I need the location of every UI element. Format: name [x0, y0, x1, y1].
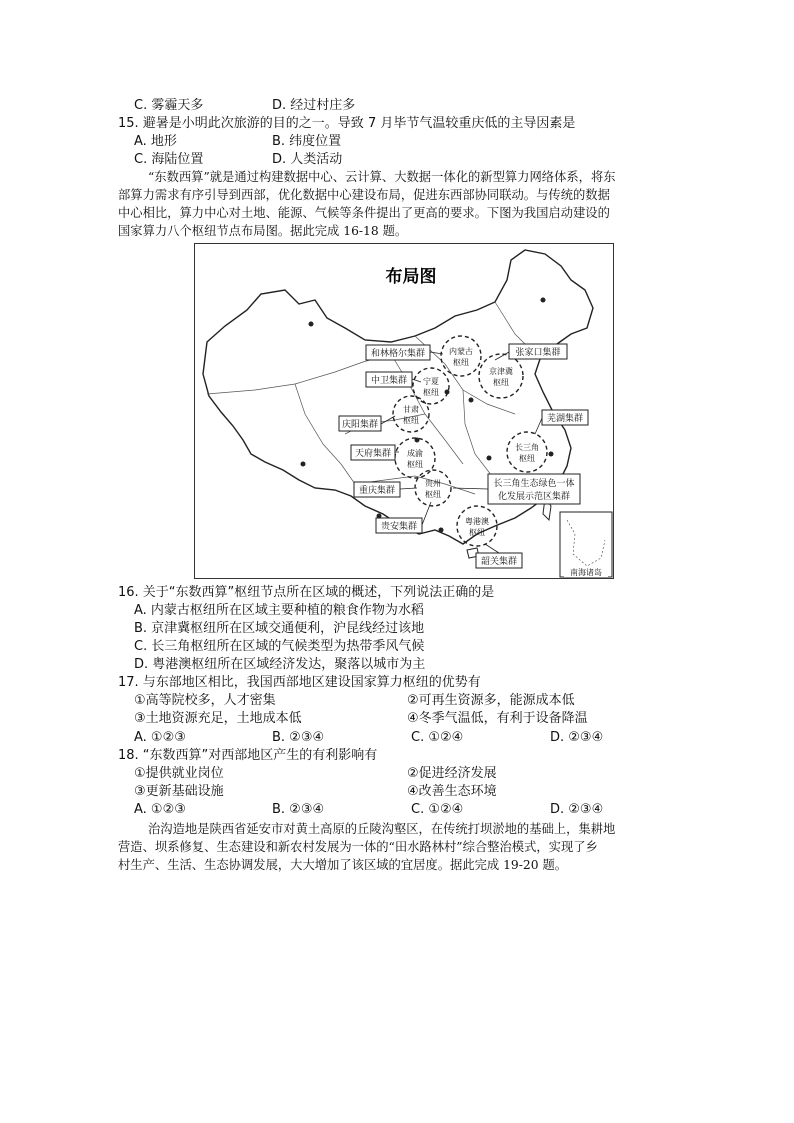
q16-option-d: D. 粤港澳枢纽所在区域经济发达，聚落以城市为主	[134, 657, 426, 672]
passage1-line: 中心相比，算力中心对土地、能源、气候等条件提出了更高的要求。下图为我国启动建设的	[118, 206, 610, 220]
q16-stem: 16. 关于“东数西算”枢纽节点所在区域的概述，下列说法正确的是	[118, 585, 495, 600]
passage2-line: 营造、坝系修复、生态建设和新农村发展为一体的“田水路林村”综合整治模式，实现了乡	[118, 840, 598, 854]
q17-option-d: D. ②③④	[550, 730, 604, 745]
cluster-label: 中卫集群	[370, 376, 408, 386]
inset-label: 南海诸岛	[570, 568, 602, 577]
q15-option-c: C. 海陆位置	[134, 152, 204, 167]
hub-label: 甘肃	[403, 405, 419, 414]
q17-option-a: A. ①②③	[134, 730, 186, 745]
q18-item-4: ④改善生态环境	[407, 784, 497, 799]
cluster-label: 张家口集群	[515, 348, 561, 358]
cluster-label: 庆阳集群	[341, 420, 379, 430]
cluster-label: 重庆集群	[358, 486, 396, 496]
cluster-label: 和林格尔集群	[370, 349, 426, 359]
q18-item-1: ①提供就业岗位	[134, 766, 224, 781]
cluster-label: 芜湖集群	[546, 414, 584, 424]
hub-label: 京津冀	[489, 367, 513, 376]
q18-option-c: C. ①②④	[411, 802, 464, 817]
hub-label: 枢纽	[425, 490, 441, 499]
passage1-line: “东数西算”就是通过构建数据中心、云计算、大数据一体化的新型算力网络体系，将东	[148, 170, 616, 184]
hub-label: 枢纽	[469, 528, 485, 537]
hub-label: 枢纽	[403, 416, 419, 425]
map-title: 布局图	[385, 267, 437, 287]
q16-option-b: B. 京津冀枢纽所在区域交通便利，沪昆线经过该地	[134, 621, 425, 636]
q14-option-d: D. 经过村庄多	[272, 98, 356, 113]
q18-option-b: B. ②③④	[272, 802, 325, 817]
hub-label: 长三角	[515, 443, 539, 452]
q18-item-2: ②促进经济发展	[407, 766, 497, 781]
passage1-line: 部算力需求有序引导到西部，优化数据中心建设布局，促进东西部协同联动。与传统的数据	[118, 188, 610, 202]
layout-map	[194, 243, 614, 579]
q17-item-1: ①高等院校多，人才密集	[134, 693, 276, 708]
q17-option-b: B. ②③④	[272, 730, 325, 745]
q17-option-c: C. ①②④	[411, 730, 464, 745]
cluster-label: 韶关集群	[480, 557, 518, 567]
q18-stem: 18. “东数西算”对西部地区产生的有利影响有	[118, 748, 378, 763]
cluster-label: 长三角生态绿色一体	[493, 479, 575, 489]
hub-label: 内蒙古	[449, 347, 473, 356]
cluster-label: 化发展示范区集群	[497, 492, 571, 502]
q16-option-c: C. 长三角枢纽所在区域的气候类型为热带季风气候	[134, 639, 425, 654]
hub-label: 枢纽	[407, 460, 423, 469]
q18-option-d: D. ②③④	[550, 802, 604, 817]
cluster-label: 天府集群	[354, 449, 392, 459]
q17-item-2: ②可再生资源多，能源成本低	[407, 693, 575, 708]
cluster-label: 贵安集群	[380, 522, 418, 532]
q15-stem: 15. 避暑是小明此次旅游的目的之一。导致 7 月毕节气温较重庆低的主导因素是	[118, 116, 576, 131]
hub-label: 枢纽	[453, 358, 469, 367]
q18-item-3: ③更新基础设施	[134, 784, 224, 799]
hub-label: 粤港澳	[465, 517, 489, 526]
q18-option-a: A. ①②③	[134, 802, 186, 817]
q16-option-a: A. 内蒙古枢纽所在区域主要种植的粮食作物为水稻	[134, 603, 424, 618]
hub-label: 贵州	[425, 479, 441, 488]
hub-label: 枢纽	[493, 378, 509, 387]
passage2-line: 村生产、生活、生态协调发展，大大增加了该区域的宜居度。据此完成 19-20 题。	[118, 858, 568, 872]
q15-option-b: B. 纬度位置	[272, 134, 342, 149]
q15-option-d: D. 人类活动	[272, 152, 343, 167]
q17-stem: 17. 与东部地区相比，我国西部地区建设国家算力枢纽的优势有	[118, 675, 481, 690]
q15-option-a: A. 地形	[134, 134, 177, 149]
hub-label: 枢纽	[519, 454, 535, 463]
q17-item-4: ④冬季气温低，有利于设备降温	[407, 711, 588, 726]
passage2-line: 治沟造地是陕西省延安市对黄土高原的丘陵沟壑区，在传统打坝淤地的基础上，集耕地	[148, 822, 616, 836]
hub-label: 枢纽	[423, 388, 439, 397]
q14-option-c: C. 雾霾天多	[134, 98, 204, 113]
hub-label: 成渝	[407, 449, 423, 458]
q17-item-3: ③土地资源充足，土地成本低	[134, 711, 302, 726]
passage1-line: 国家算力八个枢纽节点布局图。据此完成 16-18 题。	[118, 224, 408, 238]
hub-label: 宁夏	[423, 377, 439, 386]
